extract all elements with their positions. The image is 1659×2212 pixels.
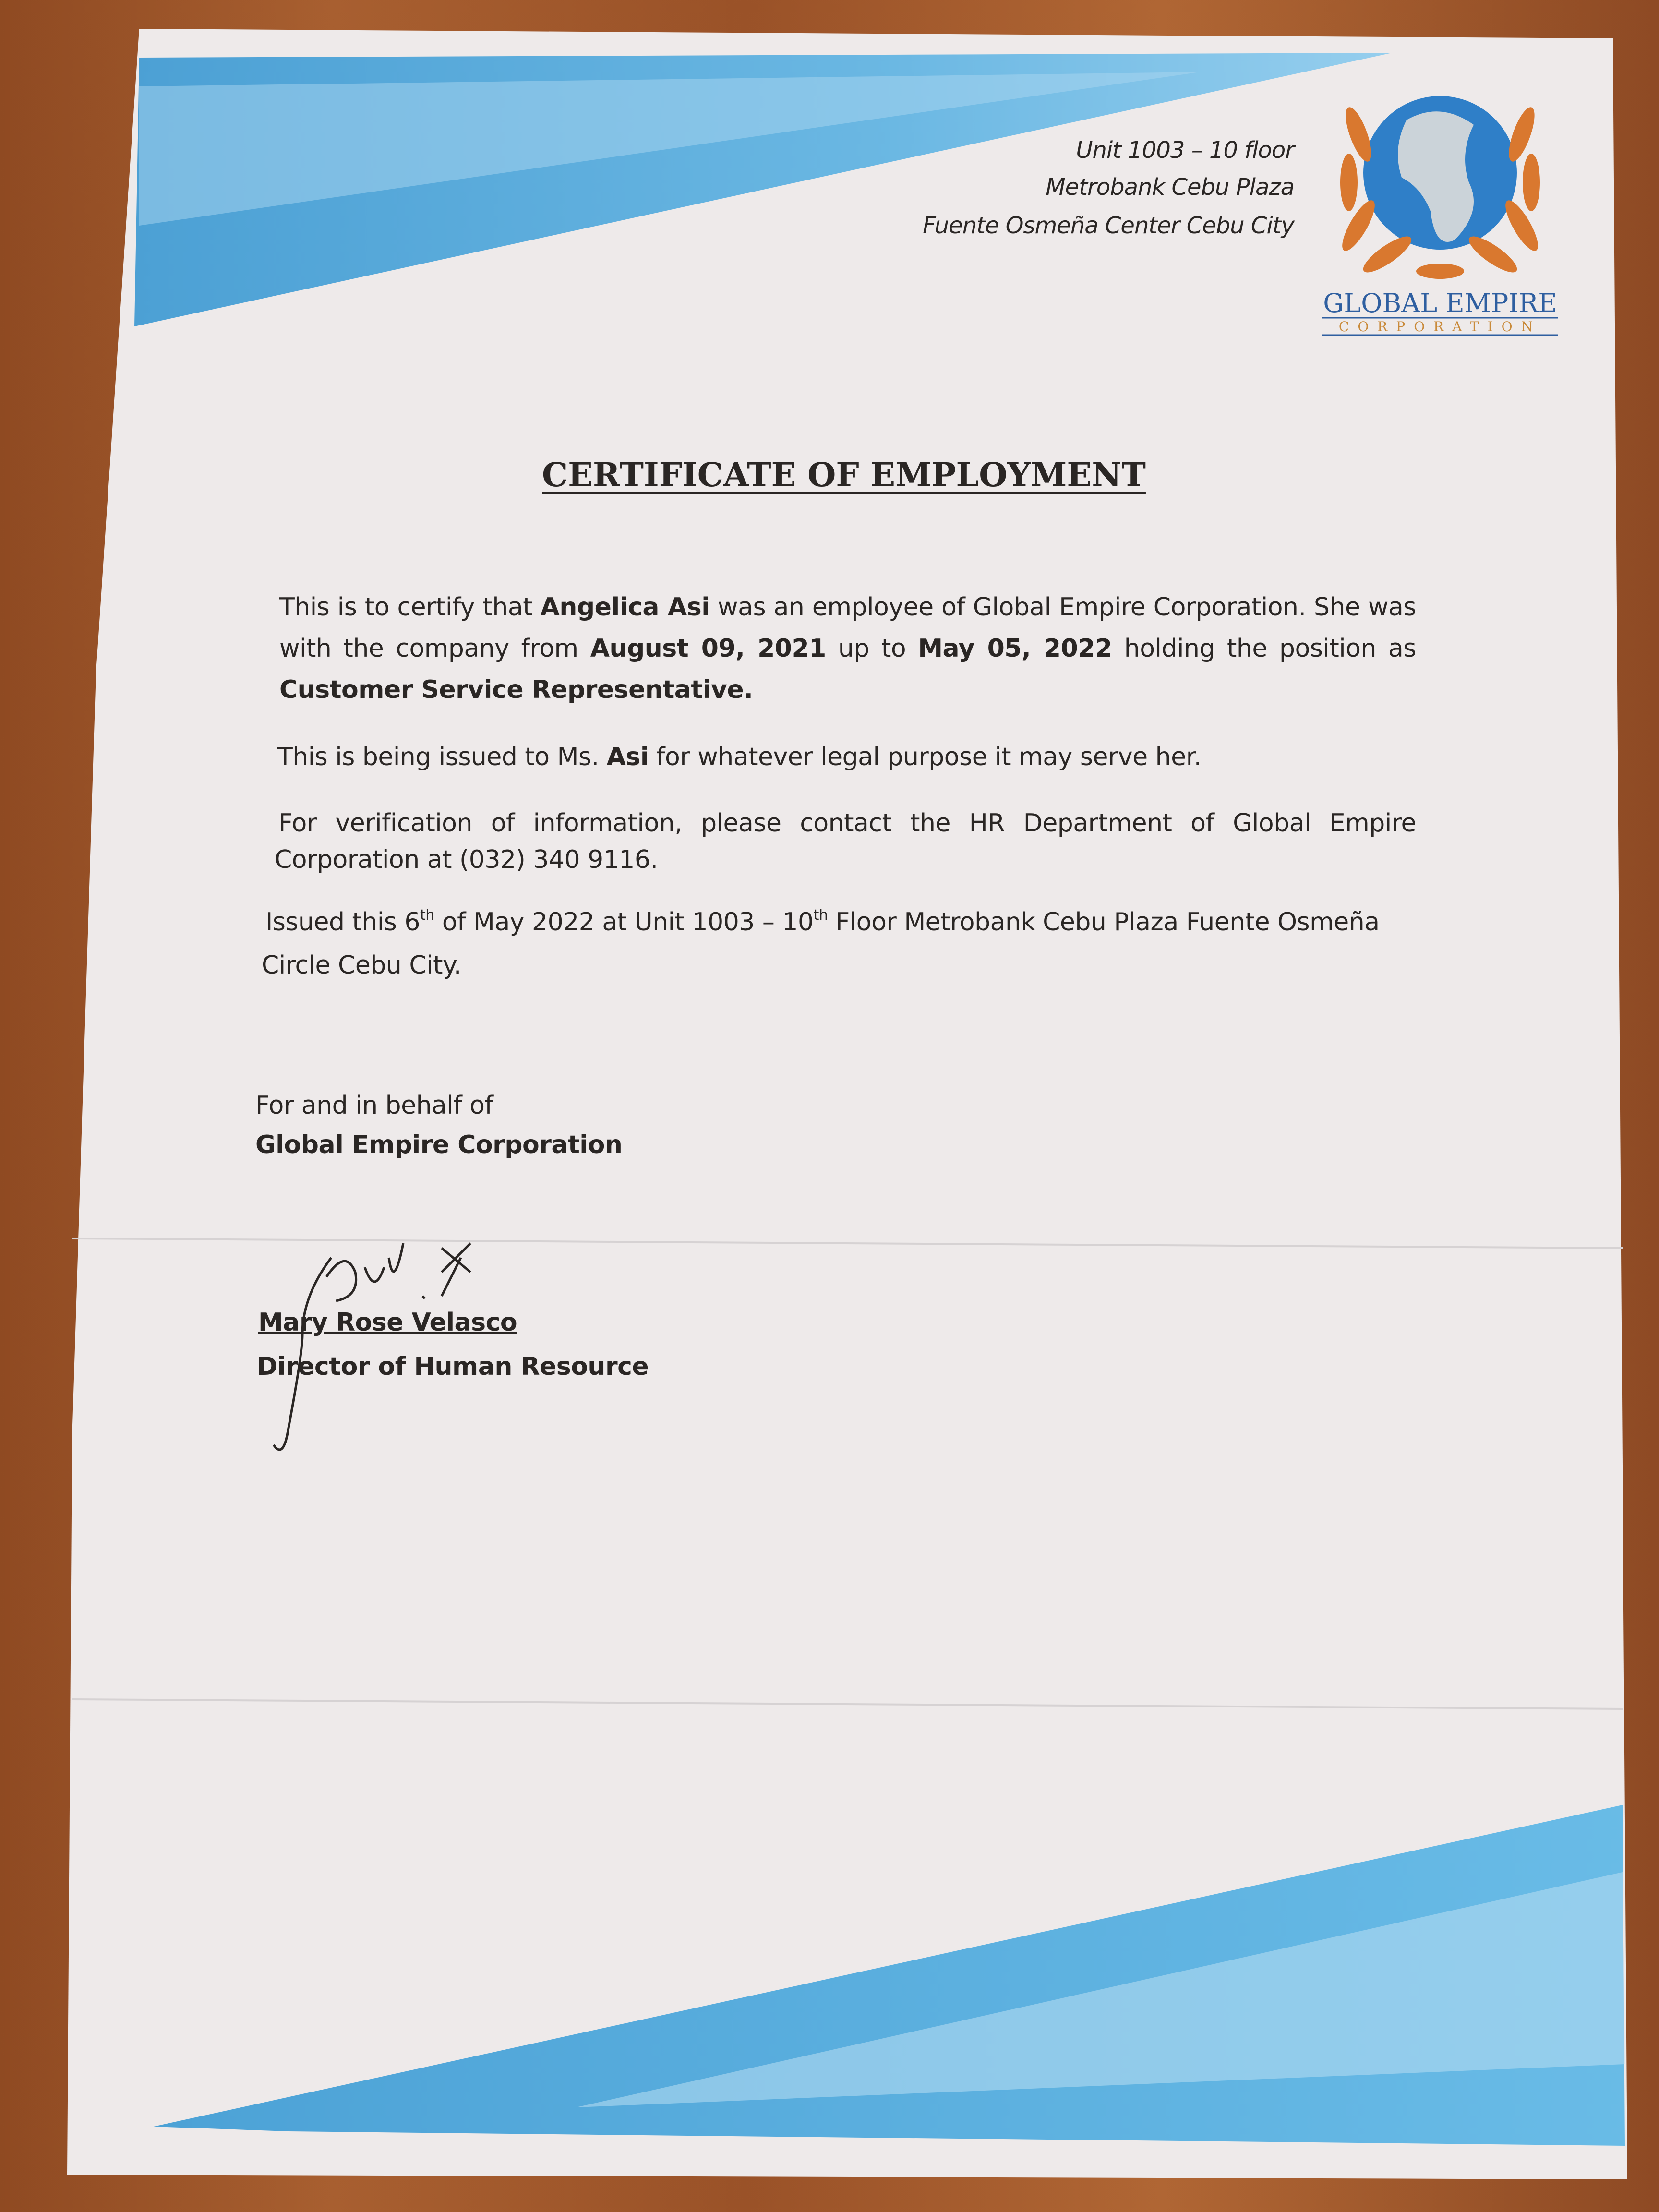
logo-sub: CORPORATION <box>1338 319 1542 335</box>
page-title <box>0 456 1659 494</box>
text: th <box>420 907 434 924</box>
closing-company: Global Empire Corporation <box>255 1130 623 1159</box>
end-date: May 05, 2022 <box>918 634 1112 663</box>
paragraph-issued <box>265 902 1432 943</box>
text: This is being issued to Ms. <box>277 743 599 771</box>
paragraph-purpose <box>277 736 1202 778</box>
title-text: CERTIFICATE OF EMPLOYMENT <box>542 456 1146 494</box>
text: for whatever legal purpose it may serve her. <box>649 743 1202 771</box>
signatory-title: Director of Human Resource <box>257 1352 649 1381</box>
start-date: August 09, 2021 <box>590 634 826 663</box>
signatory-name: Mary Rose Velasco <box>258 1308 517 1337</box>
address-line-2: Metrobank Cebu Plaza <box>1046 174 1294 201</box>
text: This is to certify that <box>279 593 541 622</box>
text: th <box>813 907 828 924</box>
closing-behalf: For and in behalf of <box>255 1091 493 1120</box>
logo-name: GLOBAL EMPIRE <box>1323 288 1557 318</box>
address-line-1: Unit 1003 – 10 floor <box>1076 137 1294 164</box>
text: up to <box>826 634 918 663</box>
paragraph-certify <box>279 587 1416 710</box>
text: holding the position as <box>1112 634 1416 663</box>
position: Customer Service Representative. <box>279 675 753 704</box>
paragraph-issued-line2: Circle Cebu City. <box>262 951 461 980</box>
text: of May 2022 at Unit 1003 – 10 <box>434 908 814 937</box>
employee-surname: Asi <box>606 743 649 771</box>
employee-name: Angelica Asi <box>540 593 710 622</box>
text: Issued this 6 <box>265 908 421 937</box>
address-line-3: Fuente Osmeña Center Cebu City <box>923 212 1294 239</box>
paragraph-verification-line1: For verification of information, please contact the HR Department of Global Empire <box>278 809 1416 838</box>
paragraph-verification-line2: Corporation at (032) 340 9116. <box>275 845 658 874</box>
text: was an employee of Global Empire Corporation. She was with the company from <box>279 593 1416 663</box>
text: Floor Metrobank Cebu Plaza Fuente Osmeña <box>828 908 1380 937</box>
